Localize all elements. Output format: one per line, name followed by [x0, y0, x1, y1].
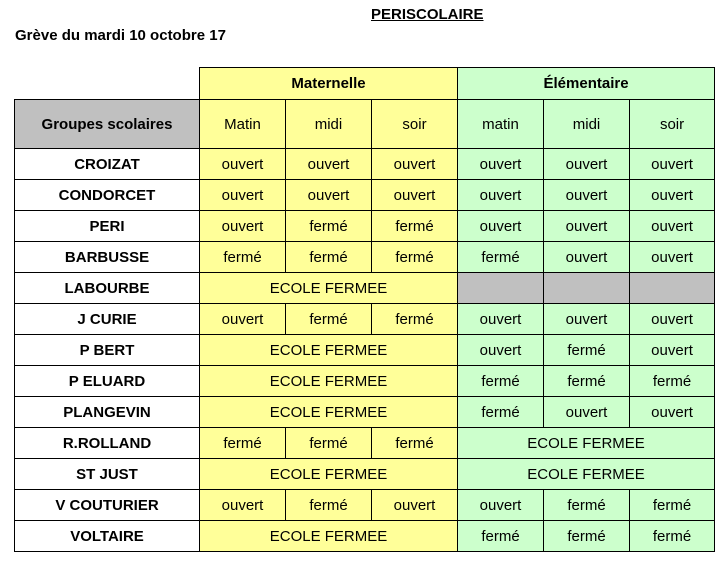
elementaire-soir-status: fermé — [630, 490, 715, 521]
elementaire-midi-status: ouvert — [544, 397, 630, 428]
periscolaire-table — [14, 67, 715, 552]
elementaire-matin-status: ouvert — [458, 149, 544, 180]
school-name: PLANGEVIN — [15, 397, 200, 428]
table-row — [15, 335, 715, 366]
header-groups-label: Groupes scolaires — [15, 100, 200, 149]
elementaire-soir-empty — [630, 273, 715, 304]
school-name: LABOURBE — [15, 273, 200, 304]
table-row — [15, 459, 715, 490]
maternelle-midi-status: ouvert — [286, 180, 372, 211]
header-maternelle-midi: midi — [286, 100, 372, 149]
elementaire-matin-status: fermé — [458, 242, 544, 273]
maternelle-soir-status: fermé — [372, 304, 458, 335]
elementaire-midi-status: ouvert — [544, 304, 630, 335]
maternelle-matin-status: fermé — [200, 428, 286, 459]
elementaire-midi-status: fermé — [544, 335, 630, 366]
table-row — [15, 180, 715, 211]
table-row — [15, 273, 715, 304]
school-name: ST JUST — [15, 459, 200, 490]
school-name: R.ROLLAND — [15, 428, 200, 459]
table-row — [15, 149, 715, 180]
elementaire-midi-status: ouvert — [544, 149, 630, 180]
table-row — [15, 304, 715, 335]
school-name: PERI — [15, 211, 200, 242]
elementaire-midi-status: fermé — [544, 521, 630, 552]
maternelle-midi-status: ouvert — [286, 149, 372, 180]
school-name: P ELUARD — [15, 366, 200, 397]
elementaire-matin-status: ouvert — [458, 304, 544, 335]
maternelle-matin-status: ouvert — [200, 304, 286, 335]
maternelle-soir-status: ouvert — [372, 490, 458, 521]
elementaire-midi-status: fermé — [544, 490, 630, 521]
elementaire-matin-empty — [458, 273, 544, 304]
header-maternelle-matin: Matin — [200, 100, 286, 149]
school-name: BARBUSSE — [15, 242, 200, 273]
maternelle-matin-status: ouvert — [200, 211, 286, 242]
maternelle-soir-status: ouvert — [372, 149, 458, 180]
page-title: PERISCOLAIRE — [371, 6, 484, 23]
maternelle-midi-status: fermé — [286, 490, 372, 521]
table-row — [15, 366, 715, 397]
school-name: CONDORCET — [15, 180, 200, 211]
school-name: P BERT — [15, 335, 200, 366]
maternelle-soir-status: fermé — [372, 428, 458, 459]
maternelle-school-closed: ECOLE FERMEE — [200, 459, 458, 490]
school-name: VOLTAIRE — [15, 521, 200, 552]
maternelle-midi-status: fermé — [286, 428, 372, 459]
header-maternelle: Maternelle — [200, 68, 458, 100]
elementaire-matin-status: fermé — [458, 366, 544, 397]
elementaire-soir-status: ouvert — [630, 335, 715, 366]
school-name: CROIZAT — [15, 149, 200, 180]
elementaire-soir-status: fermé — [630, 366, 715, 397]
maternelle-school-closed: ECOLE FERMEE — [200, 521, 458, 552]
elementaire-school-closed: ECOLE FERMEE — [458, 428, 715, 459]
maternelle-school-closed: ECOLE FERMEE — [200, 397, 458, 428]
elementaire-midi-status: fermé — [544, 366, 630, 397]
maternelle-soir-status: ouvert — [372, 180, 458, 211]
elementaire-matin-status: ouvert — [458, 211, 544, 242]
maternelle-soir-status: fermé — [372, 211, 458, 242]
header-elementaire-soir: soir — [630, 100, 715, 149]
header-elementaire-matin: matin — [458, 100, 544, 149]
header-row-periods — [15, 100, 715, 149]
elementaire-soir-status: ouvert — [630, 242, 715, 273]
elementaire-matin-status: fermé — [458, 521, 544, 552]
maternelle-midi-status: fermé — [286, 211, 372, 242]
elementaire-matin-status: ouvert — [458, 335, 544, 366]
table-row — [15, 242, 715, 273]
maternelle-midi-status: fermé — [286, 304, 372, 335]
header-elementaire: Élémentaire — [458, 68, 715, 100]
elementaire-midi-status: ouvert — [544, 242, 630, 273]
school-name: J CURIE — [15, 304, 200, 335]
elementaire-matin-status: ouvert — [458, 180, 544, 211]
maternelle-matin-status: ouvert — [200, 490, 286, 521]
maternelle-midi-status: fermé — [286, 242, 372, 273]
elementaire-matin-status: ouvert — [458, 490, 544, 521]
maternelle-school-closed: ECOLE FERMEE — [200, 273, 458, 304]
elementaire-midi-status: ouvert — [544, 180, 630, 211]
maternelle-school-closed: ECOLE FERMEE — [200, 335, 458, 366]
maternelle-matin-status: ouvert — [200, 180, 286, 211]
elementaire-matin-status: fermé — [458, 397, 544, 428]
header-maternelle-soir: soir — [372, 100, 458, 149]
elementaire-soir-status: ouvert — [630, 397, 715, 428]
table-row — [15, 521, 715, 552]
elementaire-soir-status: ouvert — [630, 211, 715, 242]
elementaire-midi-status: ouvert — [544, 211, 630, 242]
elementaire-soir-status: ouvert — [630, 149, 715, 180]
maternelle-matin-status: fermé — [200, 242, 286, 273]
header-row-levels — [15, 68, 715, 100]
table-row — [15, 490, 715, 521]
elementaire-school-closed: ECOLE FERMEE — [458, 459, 715, 490]
maternelle-matin-status: ouvert — [200, 149, 286, 180]
elementaire-soir-status: fermé — [630, 521, 715, 552]
table-row — [15, 397, 715, 428]
page-subtitle: Grève du mardi 10 octobre 17 — [15, 27, 226, 44]
table-row — [15, 428, 715, 459]
header-blank — [15, 68, 200, 100]
elementaire-midi-empty — [544, 273, 630, 304]
table-row — [15, 211, 715, 242]
maternelle-soir-status: fermé — [372, 242, 458, 273]
header-elementaire-midi: midi — [544, 100, 630, 149]
maternelle-school-closed: ECOLE FERMEE — [200, 366, 458, 397]
elementaire-soir-status: ouvert — [630, 180, 715, 211]
school-name: V COUTURIER — [15, 490, 200, 521]
elementaire-soir-status: ouvert — [630, 304, 715, 335]
